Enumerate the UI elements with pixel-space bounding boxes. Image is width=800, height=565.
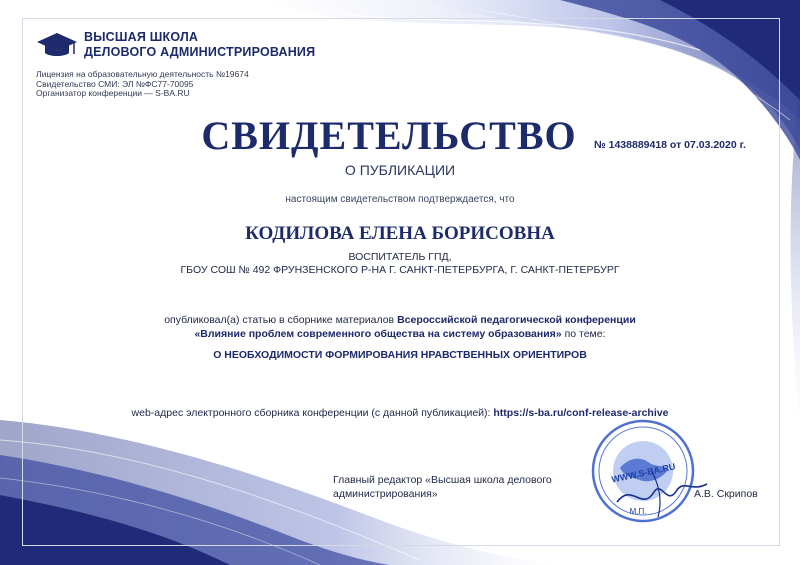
publication-suffix: по теме: — [564, 328, 606, 340]
certificate-subtitle: О ПУБЛИКАЦИИ — [344, 162, 456, 178]
media-cert-text: Свидетельство СМИ: ЭЛ №ФС77-70095 — [36, 78, 194, 89]
logo-line-1: ВЫСШАЯ ШКОЛА — [84, 30, 199, 44]
article-topic: О НЕОБХОДИМОСТИ ФОРМИРОВАНИЯ НРАВСТВЕННЫХ ОРИЕНТИРОВ — [213, 349, 587, 361]
legal-info — [36, 70, 249, 99]
web-label: web-адрес электронного сборника конференции (с данной публикацией): — [131, 407, 491, 419]
recipient-position — [0, 251, 800, 277]
institution-text: ГБОУ СОШ № 492 ФРУНЗЕНСКОГО Р-НА Г. САНКТ-ПЕТЕРБУРГА, Г. САНКТ-ПЕТЕРБУРГ — [180, 264, 620, 276]
certificate-title-wrapper — [0, 112, 800, 159]
recipient-name: КОДИЛОВА ЕЛЕНА БОРИСОВНА — [245, 223, 555, 244]
stamp-url: WWW.S-BA.RU — [610, 461, 677, 485]
conference-title: «Влияние проблем современного общества на систему образования» — [194, 328, 562, 340]
graduation-cap-icon — [36, 30, 78, 60]
signer-name: А.В. Скрипов — [694, 488, 758, 500]
editor-line-1: Главный редактор «Высшая школа делового — [333, 474, 552, 486]
publication-prefix: опубликовал(а) статью в сборнике материалов — [164, 314, 395, 326]
editor-block — [333, 473, 552, 501]
organizer-text: Организатор конференции — S-BA.RU — [36, 88, 190, 98]
stamp-mp: М.П. — [629, 507, 647, 516]
editor-line-2: администрирования» — [333, 488, 438, 500]
license-text: Лицензия на образовательную деятельность №19674 — [36, 69, 249, 79]
certificate-title: СВИДЕТЕЛЬСТВО — [201, 113, 577, 158]
web-url-link[interactable]: https://s-ba.ru/conf-release-archive — [493, 407, 669, 419]
confirm-text: настоящим свидетельством подтверждается, что — [285, 194, 515, 205]
conference-name: Всероссийской педагогической конференции — [397, 314, 636, 326]
position-text: ВОСПИТАТЕЛЬ ГПД, — [348, 251, 452, 263]
publication-statement — [0, 313, 800, 341]
certificate-number: № 1438889418 от 07.03.2020 г. — [594, 139, 746, 151]
organization-logo — [36, 30, 315, 60]
logo-line-2: ДЕЛОВОГО АДМИНИСТРИРОВАНИЯ — [84, 45, 316, 59]
